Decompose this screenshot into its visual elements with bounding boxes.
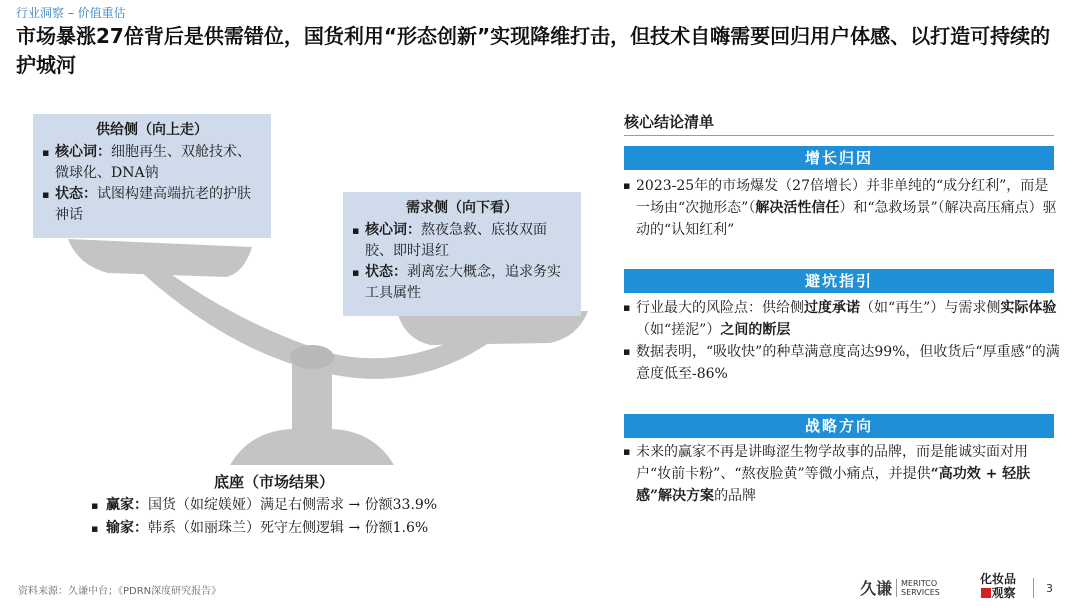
supply-keywords: ▪ 核心词：细胞再生、双舱技术、微球化、DNA钠 (41, 142, 263, 184)
conclusions-title: 核心结论清单 (624, 113, 715, 131)
pitfalls-list (622, 297, 1062, 385)
footer-separator (1033, 578, 1034, 598)
strategy-list (622, 441, 1062, 507)
section-heading-strategy: 战略方向 (624, 414, 1054, 438)
base-title: 底座（市场结果） (214, 473, 335, 491)
right-scale-pan (398, 311, 588, 345)
divider (624, 135, 1054, 136)
list-item: ▪ 行业最大的风险点：供给侧过度承诺（如“再生”）与需求侧实际体验（如“搓泥”）之间的断层 (622, 297, 1062, 341)
demand-list (351, 220, 573, 304)
logo-square-icon (981, 588, 991, 598)
scale-pivot (290, 345, 334, 369)
supply-title: 供给侧（向上走） (96, 122, 208, 138)
section-kicker: 行业洞察 – 价值重估 (16, 6, 126, 20)
page-number: 3 (1046, 582, 1053, 595)
loser-item: ▪ 输家：韩系（如丽珠兰）死守左侧逻辑 → 份额1.6% (90, 517, 437, 540)
scale-base (230, 429, 394, 465)
winner-item: ▪ 赢家：国货（如绽媄娅）满足右侧需求 → 份额33.9% (90, 494, 437, 517)
section-heading-growth: 增长归因 (624, 146, 1054, 170)
growth-list (622, 175, 1062, 241)
demand-side-box (343, 192, 581, 316)
base-list (90, 494, 437, 540)
list-item: ▪ 未来的赢家不再是讲晦涩生物学故事的品牌，而是能诚实面对用户“妆前卡粉”、“熬夜脸黄”等微小痛点，并提供“高功效 + 轻肤感”解决方案的品牌 (622, 441, 1062, 507)
section-heading-pitfalls: 避坑指引 (624, 269, 1054, 293)
supply-list (41, 142, 263, 226)
list-item: ▪ 数据表明，“吸收快”的种草满意度高达99%，但收货后“厚重感”的满意度低至-86% (622, 341, 1062, 385)
demand-status: ▪ 状态：剥离宏大概念，追求务实工具属性 (351, 262, 573, 304)
meritco-logo: 久谦 MERITCO SERVICES (860, 578, 940, 598)
demand-keywords: ▪ 核心词：熬夜急救、底妆双面胶、即时退红 (351, 220, 573, 262)
list-item: ▪ 2023-25年的市场爆发（27倍增长）并非单纯的“成分红利”，而是一场由“次抛形态”（解决活性信任）和“急救场景”（解决高压痛点）驱动的“认知红利” (622, 175, 1062, 241)
page-title: 市场暴涨27倍背后是供需错位，国货利用“形态创新”实现降维打击，但技术自嗨需要回归用户体感、以打造可持续的护城河 (16, 24, 1051, 77)
demand-title: 需求侧（向下看） (406, 200, 518, 216)
source-note: 资料来源：久谦中台；《PDRN深度研究报告》 (18, 586, 222, 597)
cosmetics-observer-logo: 化妆品 观察 (980, 572, 1017, 600)
supply-side-box (33, 114, 271, 238)
supply-status: ▪ 状态：试图构建高端抗老的护肤神话 (41, 184, 263, 226)
